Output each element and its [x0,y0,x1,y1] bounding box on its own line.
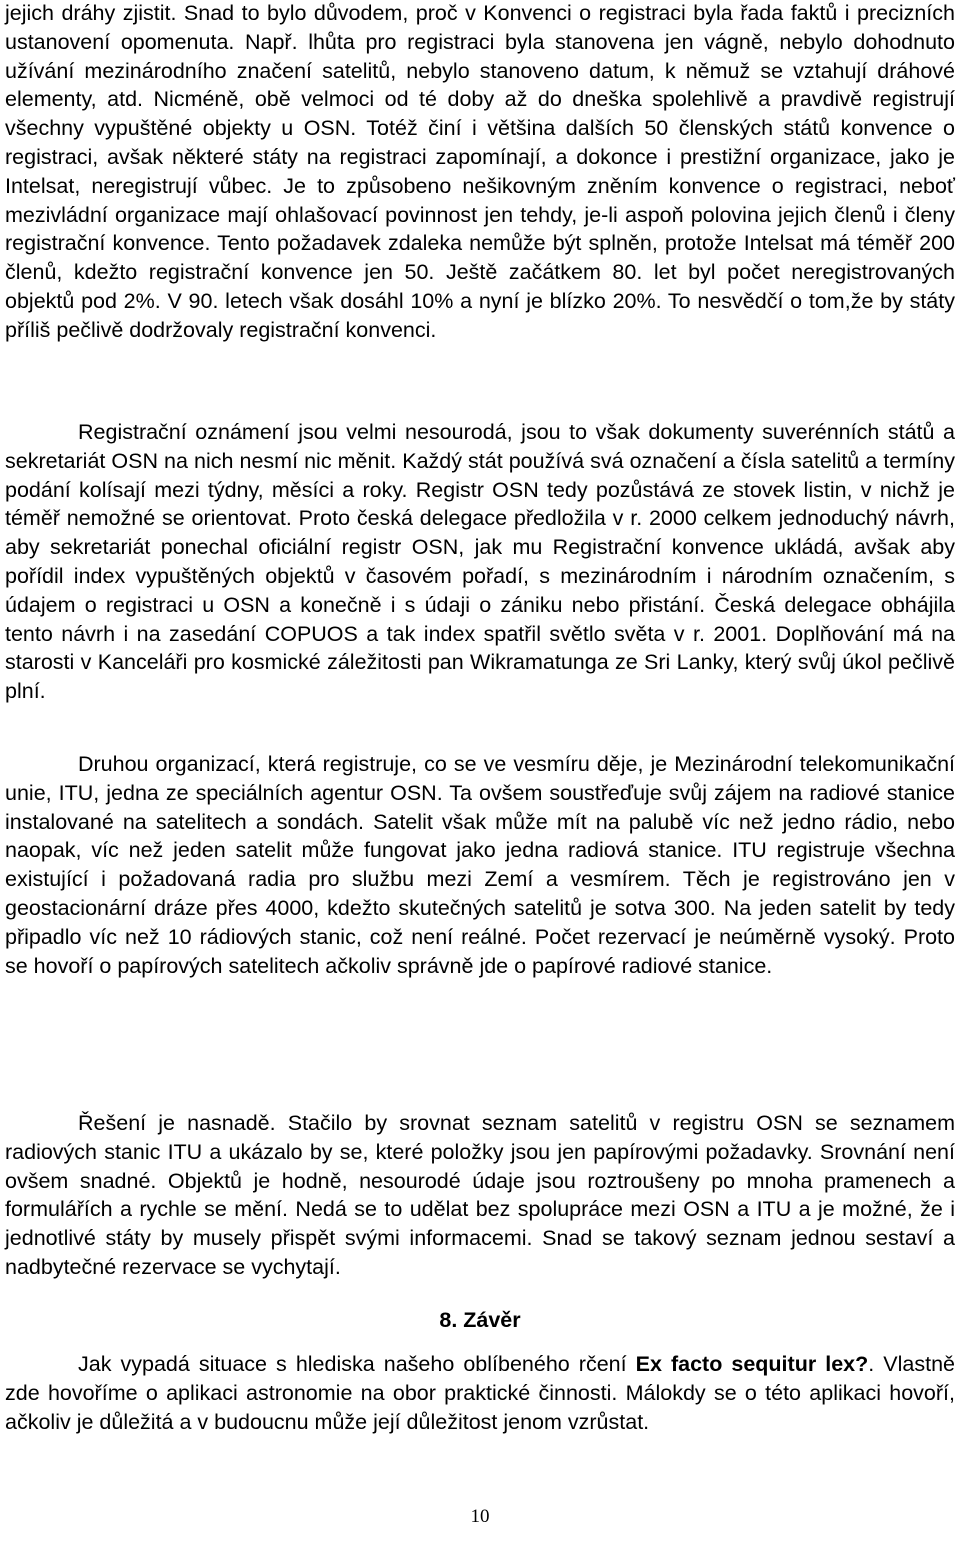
body-paragraph-2: Registrační oznámení jsou velmi nesourodá, jsou to však dokumenty suverénních států a sekretariát OSN na nich nesmí nic měnit. Každý stát používá svá označení a čísla satelitů a termíny podání kolísají mezi týdny, měsíci a roky. Registr OSN tedy pozůstává ze stovek listin, v nichž je téměř nemožné se orientovat. Proto česká delegace předložila v r. 2000 celkem jednoduchý návrh, aby sekretariát ponechal oficiální registr OSN, jak mu Registrační konvence ukládá, avšak aby pořídil index vypuštěných objektů v časovém pořadí, s mezinárodním i národním označením, s údajem o registraci u OSN a konečně i s údaji o zániku nebo přistání. Česká delegace obhájila tento návrh i na zasedání COPUOS a tak index spatřil světlo světa v r. 2001. Doplňování má na starosti v Kanceláři pro kosmické záležitosti pan Wikramatunga ze Sri Lanky, který svůj úkol pečlivě plní. [5,420,955,704]
conclusion-paragraph [5,1350,955,1436]
body-paragraph-4: Řešení je nasnadě. Stačilo by srovnat seznam satelitů v registru OSN se seznamem radiových stanic ITU a ukázalo by se, které položky jsou jen papírovými požadavky. Srovnání není ovšem snadné. Objektů je hodně, nesourodé údaje jsou roztroušeny po mnoha pramenech a formulářích a rychle se mění. Nedá se to udělat bez spolupráce mezi OSN a ITU a je možné, že i jednotlivé státy by musely přispět svými informacemi. Snad se takový seznam jednou sestaví a nadbytečné rezervace se vychytají. [5,1111,955,1279]
section-heading: 8. Závěr [439,1308,521,1332]
conclusion-text-start: Jak vypadá situace s hlediska našeho oblíbeného rčení [78,1352,636,1376]
conclusion-bold-phrase: Ex facto sequitur lex? [635,1352,869,1376]
body-paragraph-3: Druhou organizací, která registruje, co se ve vesmíru děje, je Mezinárodní telekomunikační unie, ITU, jedna ze speciálních agentur OSN. Ta ovšem soustřeďuje svůj zájem na radiové stanice instalované na satelitech a sondách. Satelit však může mít na palubě víc než jedno rádio, nebo naopak, víc než jeden satelit může fungovat jako jedna radiová stanice. ITU registruje všechna existující i požadovaná radia pro službu mezi Zemí a vesmírem. Těch je registrováno jen v geostacionární dráze přes 4000, kdežto skutečných satelitů je sotva 300. Na jeden satelit by tedy připadlo víc než 10 rádiových stanic, což není reálné. Počet rezervací je neúměrně vysoký. Proto se hovoří o papírových satelitech ačkoliv správně jde o papírové radiové stanice. [5,752,955,978]
conclusion-text-end: . Vlastně zde hovoříme o aplikaci astronomie na obor praktické činnosti. Málokdy se o této aplikaci hovoří, ačkoliv je důležitá a v budoucnu může její důležitost jenom vzrůstat. [5,1352,955,1434]
page-number: 10 [470,1506,490,1527]
body-paragraph-1: jejich dráhy zjistit. Snad to bylo důvodem, proč v Konvenci o registraci byla řada faktů i precizních ustanovení opomenuta. Např. lhůta pro registraci byla stanovena jen vágně, nebylo dohodnuto užívání mezinárodního značení satelitů, nebylo stanoveno datum, k němuž se vztahují dráhové elementy, atd. Nicméně, obě velmoci od té doby až do dneška spolehlivě a pravdivě registrují všechny vypuštěné objekty u OSN. Totéž činí i většina dalších 50 členských států konvence o registraci, avšak některé státy na registraci zapomínají, a dokonce i prestižní organizace, jako je Intelsat, neregistrují vůbec. Je to způsobeno nešikovným zněním konvence o registraci, neboť mezivládní organizace mají ohlašovací povinnost jen tehdy, je-li aspoň polovina jejich členů i členy registrační konvence. Tento požadavek zdaleka nemůže být splněn, protože Intelsat má téměř 200 členů, kdežto registrační konvence jen 50. Ještě začátkem 80. let byl počet neregistrovaných objektů pod 2%. V 90. letech však dosáhl 10% a nyní je blízko 20%. To nesvědčí o tom,že by státy příliš pečlivě dodržovaly registrační konvenci. [5,1,955,342]
